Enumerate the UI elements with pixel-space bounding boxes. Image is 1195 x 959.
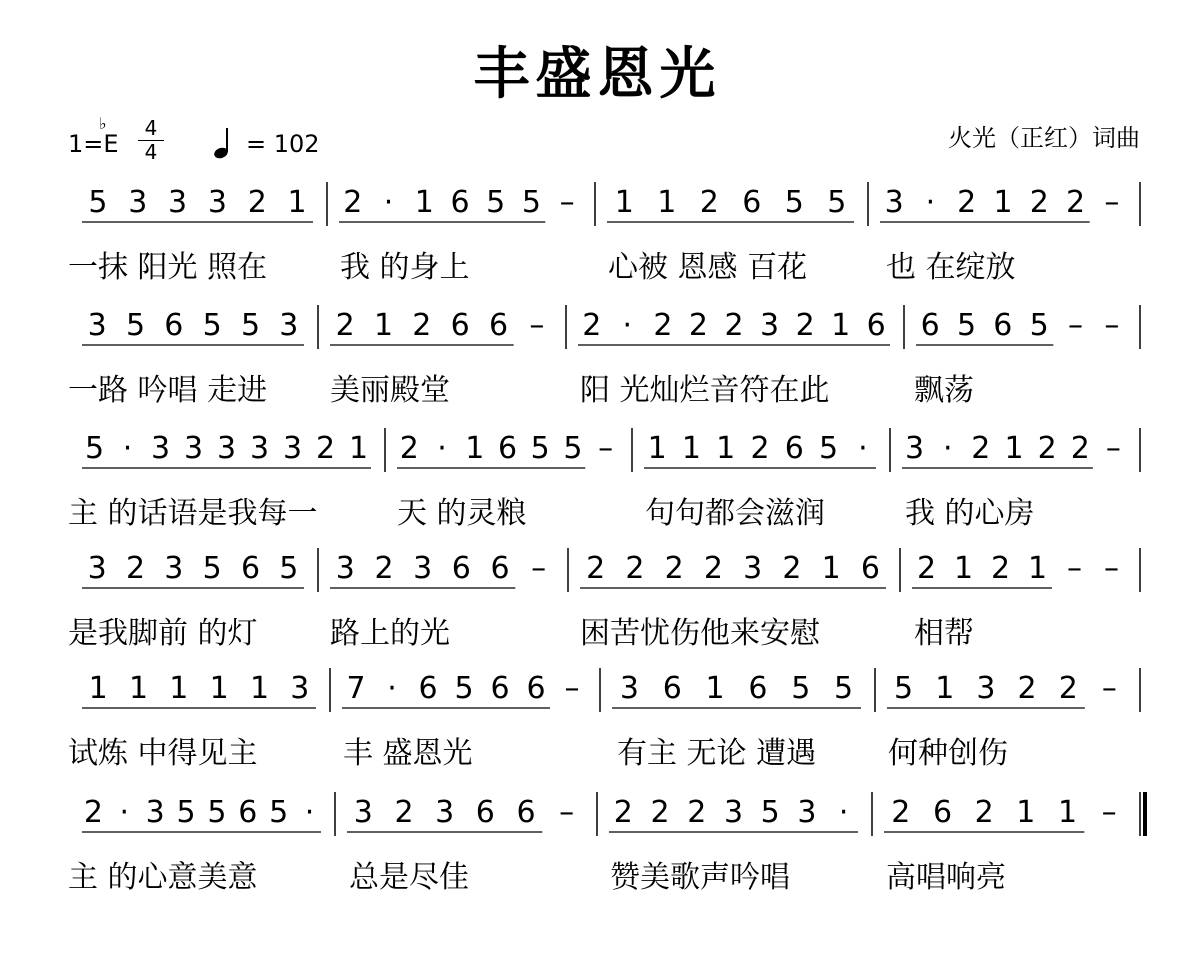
note: 1	[705, 671, 725, 706]
note: 2	[664, 551, 684, 586]
note: 2	[315, 431, 336, 466]
note: 6	[920, 308, 940, 343]
lyric-segment: 试炼 中得见主	[68, 736, 258, 771]
note: 1	[465, 431, 485, 466]
note: 6	[238, 795, 258, 830]
lyric-segment: 句句都会滋润	[645, 496, 825, 531]
note: 2	[916, 551, 937, 586]
note: 6	[488, 308, 509, 343]
note: 1	[88, 671, 108, 706]
note: 1	[647, 431, 667, 466]
note: 2	[891, 795, 911, 830]
note: 1	[414, 185, 434, 220]
time-top: 4	[144, 116, 158, 140]
tempo-marking: = 102	[246, 130, 320, 158]
dash-note: –	[1067, 551, 1082, 586]
lyric-segment: 相帮	[914, 616, 974, 651]
note: 1	[935, 671, 955, 706]
note: 1	[128, 671, 149, 706]
note: 2	[247, 185, 267, 220]
lyric-segment: 美丽殿堂	[330, 373, 450, 408]
note: 2	[782, 551, 802, 586]
dash-note: –	[1104, 185, 1120, 220]
note: 6	[490, 551, 510, 586]
dash-note: –	[529, 308, 545, 343]
key-signature: 1=E	[68, 130, 119, 158]
note: 2	[703, 551, 723, 586]
note: 2	[1066, 185, 1086, 220]
note: 5	[956, 308, 977, 343]
note: 1	[1004, 431, 1024, 466]
note: 2	[343, 185, 363, 220]
note: 1	[821, 551, 841, 586]
note: 3	[723, 795, 744, 830]
note: 2	[971, 431, 991, 466]
note: 2	[412, 308, 432, 343]
note: 2	[83, 795, 103, 830]
note: 6	[497, 431, 518, 466]
dot-note: ·	[437, 431, 447, 466]
note: 2	[724, 308, 744, 343]
note: 3	[216, 431, 237, 466]
note: 1	[209, 671, 229, 706]
time-bottom: 4	[144, 140, 158, 164]
note: 3	[335, 551, 355, 586]
note: 5	[202, 551, 222, 586]
note: 6	[450, 308, 470, 343]
note: 3	[976, 671, 996, 706]
dot-note: ·	[383, 185, 394, 220]
note: 2	[125, 551, 146, 586]
note: 3	[884, 185, 904, 220]
dot-note: ·	[122, 431, 133, 466]
note: 5	[88, 185, 108, 220]
dash-note: –	[531, 551, 547, 586]
dash-note: –	[1104, 551, 1119, 586]
note: 6	[742, 185, 762, 220]
note: 3	[150, 431, 171, 466]
lyric-segment: 阳 光灿烂音符在此	[580, 373, 830, 408]
note: 6	[866, 308, 886, 343]
note: 2	[750, 431, 770, 466]
note: 2	[613, 795, 633, 830]
note: 1	[1057, 795, 1078, 830]
dot-note: ·	[622, 308, 633, 343]
lyric-segment: 有主 无论 遭遇	[617, 736, 817, 771]
note: 3	[87, 308, 107, 343]
note: 1	[169, 671, 189, 706]
lyric-segment: 一抹 阳光 照在	[68, 250, 268, 285]
dash-note: –	[1104, 308, 1120, 343]
note: 3	[760, 308, 780, 343]
note: 3	[145, 795, 165, 830]
note: 5	[176, 795, 196, 830]
lyric-segment: 主 的心意美意	[68, 860, 258, 895]
lyric-segment: 是我脚前 的灯	[68, 616, 258, 651]
note: 2	[374, 551, 394, 586]
note: 2	[957, 185, 977, 220]
note: 6	[451, 551, 471, 586]
note: 3	[87, 551, 107, 586]
note: 3	[282, 431, 303, 466]
lyric-segment: 路上的光	[330, 616, 450, 651]
note: 3	[249, 431, 270, 466]
lyric-segment: 何种创伤	[888, 736, 1008, 771]
note: 5	[486, 185, 506, 220]
note: 3	[743, 551, 763, 586]
note: 2	[1017, 671, 1037, 706]
note: 5	[125, 308, 146, 343]
lyric-segment: 高唱响亮	[886, 860, 1006, 895]
note: 2	[990, 551, 1011, 586]
note: 5	[84, 431, 105, 466]
lyric-segment: 总是尽佳	[349, 860, 469, 895]
dot-note: ·	[838, 795, 849, 830]
note: 3	[619, 671, 639, 706]
note: 2	[586, 551, 606, 586]
note: 2	[1058, 671, 1078, 706]
note: 5	[827, 185, 847, 220]
note: 5	[894, 671, 914, 706]
note: 2	[688, 308, 708, 343]
note: 3	[207, 185, 227, 220]
note: 3	[183, 431, 204, 466]
dash-note: –	[1068, 308, 1083, 343]
note: 1	[1027, 551, 1048, 586]
note: 1	[681, 431, 701, 466]
note: 6	[450, 185, 470, 220]
note: 2	[974, 795, 994, 830]
note: 3	[435, 795, 455, 830]
lyric-segment: 困苦忧伤他来安慰	[580, 616, 820, 651]
note: 2	[335, 308, 355, 343]
note: 2	[625, 551, 645, 586]
lyric-segment: 主 的话语是我每一	[68, 496, 318, 531]
note: 3	[164, 551, 184, 586]
note: 2	[699, 185, 719, 220]
lyric-segment: 飘荡	[914, 373, 974, 408]
note: 1	[373, 308, 394, 343]
song-title: 丰盛恩光	[473, 41, 722, 107]
note: 2	[1070, 431, 1090, 466]
flat-sign: ♭	[99, 114, 107, 133]
dash-note: –	[598, 431, 614, 466]
note: 6	[475, 795, 495, 830]
note: 5	[1029, 308, 1049, 343]
dash-note: –	[564, 671, 580, 706]
note: 3	[797, 795, 817, 830]
note: 6	[490, 671, 510, 706]
note: 5	[202, 308, 222, 343]
note: 5	[240, 308, 261, 343]
note: 5	[521, 185, 541, 220]
note: 6	[418, 671, 438, 706]
note: 6	[932, 795, 953, 830]
note: 1	[348, 431, 369, 466]
note: 5	[454, 671, 474, 706]
note: 5	[563, 431, 583, 466]
lyric-segment: 一路 吟唱 走进	[68, 373, 268, 408]
note: 1	[831, 308, 851, 343]
note: 6	[662, 671, 682, 706]
lyric-segment: 我 的身上	[340, 250, 470, 285]
dot-note: ·	[858, 431, 868, 466]
note: 5	[760, 795, 780, 830]
note: 1	[1016, 795, 1036, 830]
note: 5	[269, 795, 289, 830]
dot-note: ·	[387, 671, 397, 706]
note: 2	[1029, 185, 1049, 220]
note: 3	[353, 795, 373, 830]
note: 2	[399, 431, 419, 466]
lyric-segment: 赞美歌声吟唱	[610, 860, 790, 895]
note: 3	[290, 671, 310, 706]
note: 1	[953, 551, 974, 586]
note: 6	[516, 795, 536, 830]
note: 2	[795, 308, 815, 343]
note: 2	[687, 795, 707, 830]
dot-note: ·	[942, 431, 953, 466]
note: 1	[993, 185, 1013, 220]
note: 1	[614, 185, 634, 220]
note: 5	[784, 185, 804, 220]
note: 5	[530, 431, 550, 466]
lyric-segment: 我 的心房	[905, 496, 1035, 531]
note: 1	[249, 671, 270, 706]
note: 7	[346, 671, 366, 706]
note: 3	[168, 185, 188, 220]
note: 6	[526, 671, 546, 706]
note: 5	[834, 671, 854, 706]
dash-note: –	[559, 795, 575, 830]
note: 1	[657, 185, 677, 220]
dash-note: –	[1101, 671, 1117, 706]
note: 3	[128, 185, 148, 220]
note: 5	[819, 431, 839, 466]
note: 6	[784, 431, 804, 466]
note: 5	[279, 551, 299, 586]
note: 3	[905, 431, 925, 466]
note: 1	[287, 185, 307, 220]
note: 2	[650, 795, 670, 830]
lyric-segment: 天 的灵粮	[397, 496, 527, 531]
lyric-segment: 心被 恩感 百花	[608, 250, 808, 285]
note: 3	[413, 551, 433, 586]
note: 6	[993, 308, 1013, 343]
note: 6	[748, 671, 768, 706]
lyric-segment: 也 在绽放	[886, 250, 1016, 285]
dot-note: ·	[925, 185, 936, 220]
note: 3	[279, 308, 299, 343]
dash-note: –	[559, 185, 575, 220]
dash-note: –	[1105, 431, 1121, 466]
note: 5	[207, 795, 227, 830]
note: 5	[791, 671, 811, 706]
note: 6	[860, 551, 880, 586]
dot-note: ·	[304, 795, 315, 830]
note: 6	[240, 551, 261, 586]
dash-note: –	[1101, 795, 1117, 830]
lyric-segment: 丰 盛恩光	[343, 736, 473, 771]
note: 2	[653, 308, 673, 343]
note: 6	[164, 308, 184, 343]
note: 1	[716, 431, 736, 466]
credits: 火光（正红）词曲	[948, 124, 1140, 152]
note: 2	[394, 795, 414, 830]
note: 2	[1037, 431, 1057, 466]
dot-note: ·	[119, 795, 130, 830]
note: 2	[582, 308, 602, 343]
